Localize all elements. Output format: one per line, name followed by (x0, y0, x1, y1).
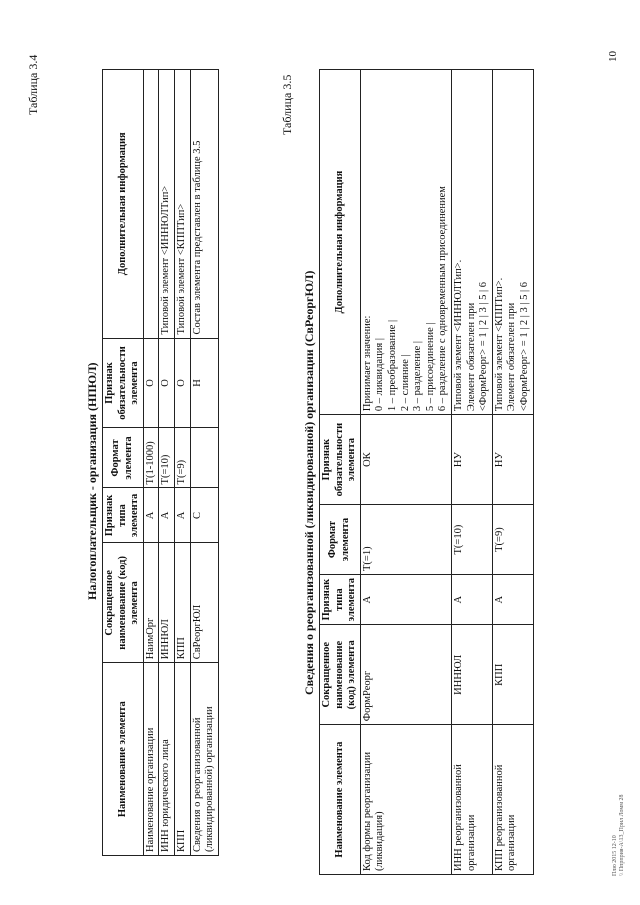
header-code: Сокращенное наименование (код) элемента (320, 625, 361, 725)
info-line: Типовой элемент <КППТип>. (493, 277, 505, 412)
cell-required: НУ (492, 415, 533, 505)
cell-required: О (143, 338, 159, 428)
cell-format: T(=10) (159, 428, 175, 488)
cell-required: НУ (451, 415, 492, 505)
cell-format (190, 428, 218, 488)
cell-required: О (174, 338, 190, 428)
stamp-line: \\ Ппрприя-А\13_Прил Ломм 28 (619, 794, 626, 876)
cell-code: ИННЮЛ (451, 625, 492, 725)
cell-name: Наименование организации (143, 663, 159, 856)
header-info: Дополнительная информация (320, 70, 361, 415)
cell-code: ФормРеорг (360, 625, 451, 725)
table-3-5-caption: Таблица 3.5 (280, 74, 294, 135)
header-type: Признак типа элемента (103, 488, 144, 543)
header-info: Дополнительная информация (103, 70, 144, 339)
cell-required: Н (190, 338, 218, 428)
info-line: Типовой элемент <ИННЮЛТип>. (452, 259, 464, 412)
table-row (174, 70, 190, 856)
info-line: 3 – разделение | (412, 340, 424, 412)
table-3-5-title: Сведения о реорганизованной (ликвидированной) организации (СвРеоргЮЛ) (302, 270, 316, 695)
table-3-4-title: Налогоплательщик - организация (НПЮЛ) (85, 362, 99, 600)
cell-info: Состав элемента представлен в таблице 3.5 (190, 70, 218, 339)
table-row (492, 70, 533, 875)
table-row (143, 70, 159, 856)
cell-format: T(=1) (360, 505, 451, 575)
header-format: Формат элемента (103, 428, 144, 488)
header-format: Формат элемента (320, 505, 361, 575)
cell-required: О (159, 338, 175, 428)
cell-type: А (492, 575, 533, 625)
header-name: Наименование элемента (103, 663, 144, 856)
cell-info (451, 70, 492, 415)
table-row (190, 70, 218, 856)
info-line: Элемент обязателен при (465, 302, 477, 412)
cell-info (492, 70, 533, 415)
cell-code: КПП (174, 543, 190, 663)
table-row (159, 70, 175, 856)
header-required: Признак обязательности элемента (320, 415, 361, 505)
info-line: 2 – слияние | (399, 354, 411, 412)
header-code: Сокращенное наименование (код) элемента (103, 543, 144, 663)
cell-format: T(=10) (451, 505, 492, 575)
info-line: <ФормРеорг> = 1 | 2 | 3 | 5 | 6 (478, 282, 490, 412)
info-line: Принимает значение: (361, 315, 373, 412)
cell-name: Сведения о реорганизованной (ликвидированной) организации (190, 663, 218, 856)
stamp-line: Плю 2015 12-10 (612, 835, 618, 876)
cell-info: Типовой элемент <КППТип> (174, 70, 190, 339)
cell-format: T(=9) (174, 428, 190, 488)
cell-name: ИНН реорганизованной организации (451, 725, 492, 875)
cell-type: А (143, 488, 159, 543)
cell-required: ОК (360, 415, 451, 505)
info-line: 5 – присоединение | (424, 322, 436, 412)
cell-name: КПП (174, 663, 190, 856)
cell-format: T(1-1000) (143, 428, 159, 488)
table-3-4-caption: Таблица 3.4 (26, 54, 40, 115)
info-line: <ФормРеорг> = 1 | 2 | 3 | 5 | 6 (518, 282, 530, 412)
header-type: Признак типа элемента (320, 575, 361, 625)
page-number: 10 (607, 51, 619, 62)
cell-type: А (174, 488, 190, 543)
cell-code: КПП (492, 625, 533, 725)
cell-format: T(=9) (492, 505, 533, 575)
header-name: Наименование элемента (320, 725, 361, 875)
table-header-row (320, 70, 361, 875)
cell-type: А (360, 575, 451, 625)
cell-code: НаимОрг (143, 543, 159, 663)
info-line: 1 – преобразование | (386, 319, 398, 412)
table-header-row (103, 70, 144, 856)
cell-name: ИНН юридического лица (159, 663, 175, 856)
cell-code: СвРеоргЮЛ (190, 543, 218, 663)
cell-name: Код формы реорганизации (ликвидация) (360, 725, 451, 875)
cell-info: Типовой элемент <ИННЮЛТип> (159, 70, 175, 339)
cell-type: А (451, 575, 492, 625)
cell-info (143, 70, 159, 339)
cell-name: КПП реорганизованной организации (492, 725, 533, 875)
info-line: 6 – разделение с одновременным присоединением (437, 186, 449, 412)
table-3-5 (319, 69, 534, 875)
cell-type: А (159, 488, 175, 543)
header-required: Признак обязательности элемента (103, 338, 144, 428)
cell-info (360, 70, 451, 415)
file-stamp (612, 795, 626, 877)
rotated-document (22, 30, 626, 880)
table-row (360, 70, 451, 875)
cell-type: С (190, 488, 218, 543)
info-line: 0 – ликвидация | (374, 338, 386, 412)
info-line: Элемент обязателен при (506, 302, 518, 412)
table-3-4 (102, 69, 219, 856)
table-row (451, 70, 492, 875)
cell-code: ИННЮЛ (159, 543, 175, 663)
